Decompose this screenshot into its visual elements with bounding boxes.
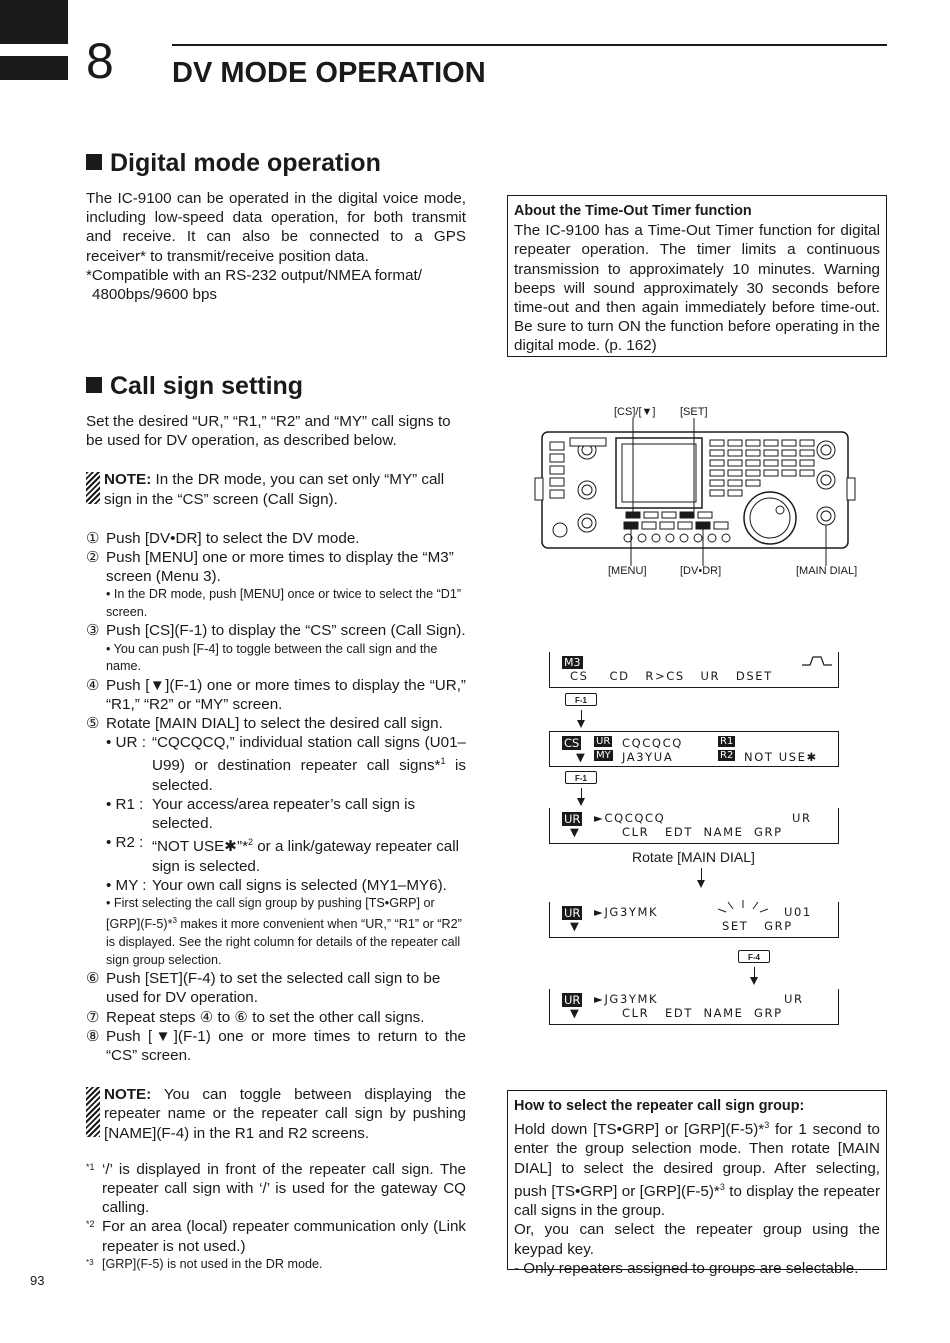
note-hatch-icon <box>86 1087 100 1137</box>
lcd-tag: M3 <box>564 656 581 669</box>
lcd-value: UR <box>784 992 804 1006</box>
group-box-text-2: Or, you can select the repeater group using the keypad key. <box>514 1221 880 1258</box>
down-arrow-icon <box>701 868 702 882</box>
lcd-value: NOT USE✱ <box>744 750 818 764</box>
step-text: Push [▼](F-1) one or more times to return to the “CS” screen. <box>106 1027 466 1064</box>
step-text: Repeat steps ④ to ⑥ to set the other call signs. <box>106 1008 425 1026</box>
footnote-mark: *1 <box>86 1161 95 1172</box>
section2-body <box>86 412 466 1273</box>
lcd-row: SET GRP <box>722 919 793 933</box>
lcd-tag: UR <box>564 993 581 1007</box>
lcd-screen-menu3 <box>549 652 839 688</box>
step-5-sup: 3 <box>172 916 177 926</box>
lcd-tag: UR <box>564 906 581 920</box>
my-label: • MY : <box>106 876 147 894</box>
label-cs-down: [CS]/[▼] <box>614 406 656 418</box>
timer-box-title: About the Time-Out Timer function <box>514 203 752 219</box>
footnote-3 <box>86 1256 466 1274</box>
lcd-value: ►JG3YMK <box>594 992 659 1006</box>
f1-key-icon: F-1 <box>565 771 597 784</box>
step-number: ① <box>86 529 100 547</box>
square-bullet-icon <box>86 377 102 393</box>
r2-text: “NOT USE✱”* <box>152 838 248 856</box>
section1-body <box>86 189 466 304</box>
lcd-value: U01 <box>784 905 812 919</box>
step-3-subnote: • You can push [F-4] to toggle between the call sign and the name. <box>106 641 438 674</box>
ur-sup: 1 <box>440 756 446 767</box>
lcd-row: CLR EDT NAME GRP <box>622 825 783 839</box>
f4-key-icon: F-4 <box>738 950 770 963</box>
note-dr-mode <box>86 470 466 508</box>
lcd-tag: CS <box>564 736 580 750</box>
footnote-2 <box>86 1217 466 1255</box>
lcd-tag: UR <box>596 736 611 747</box>
section-title-text: Digital mode operation <box>110 149 381 177</box>
lcd-screen-ur <box>549 808 839 844</box>
lcd-value: CQCQCQ <box>622 736 683 750</box>
step-text: Push [MENU] one or more times to display the “M3” screen (Menu 3). <box>106 549 454 586</box>
step-2-subnote: • In the DR mode, push [MENU] once or twice to select the “D1” screen. <box>106 587 462 619</box>
group-box-title: How to select the repeater call sign group: <box>514 1098 805 1114</box>
lcd-dset-icon <box>802 656 832 666</box>
lcd-row: CS CD R>CS UR DSET <box>570 669 773 683</box>
footnote-mark: *2 <box>86 1219 95 1230</box>
chapter-rule <box>172 44 887 46</box>
step-text: Rotate [MAIN DIAL] to select the desired call sign. <box>106 715 443 733</box>
step-5-subnote-a: • First selecting the call sign group by pushing [TS•GRP] or [GRP](F-5)* <box>106 895 435 932</box>
step-2 <box>86 548 466 586</box>
r2-sup: 2 <box>247 837 253 848</box>
label-main-dial: [MAIN DIAL] <box>796 565 858 577</box>
section1-footnote-a: *Compatible with an RS-232 output/NMEA format/ <box>86 266 422 284</box>
down-arrow-icon <box>581 788 582 800</box>
radio-front-panel-illustration <box>530 418 860 566</box>
step-text: Push [▼](F-1) one or more times to display the “UR,” “R1,” “R2” or “MY” screen. <box>106 676 466 713</box>
group-box-sup: 3 <box>719 1181 725 1192</box>
r2-end: or a link/gateway repeater call sign is selected. <box>152 838 459 875</box>
chapter-number: 8 <box>86 33 114 89</box>
section1-para: The IC-9100 can be operated in the digital voice mode, including low-speed data operation, for both transmit and receive. It can also be connected to a GPS receiver* to transmit/receive position data. <box>86 190 466 265</box>
lcd-value: ►JG3YMK <box>594 905 659 919</box>
lcd-tag: UR <box>564 812 581 826</box>
label-menu: [MENU] <box>608 565 647 577</box>
step-number: ⑥ <box>86 970 100 988</box>
lcd-down-glyph: ▼ <box>570 1006 581 1020</box>
step-5-subnote-b: makes it more convenient when “UR,” “R1” or “R2” is displayed. See the right column for details of the repeater call sign group selection. <box>106 917 462 967</box>
step-text: Push [CS](F-1) to display the “CS” screen (Call Sign). <box>106 622 466 640</box>
lcd-row: CLR EDT NAME GRP <box>622 1006 783 1020</box>
note-label: NOTE: <box>104 1086 152 1104</box>
lcd-screen-ur-select <box>549 902 839 938</box>
section-title-call-sign <box>86 371 303 401</box>
chapter-tab-bar <box>0 56 68 80</box>
section-title-digital-mode <box>86 148 381 178</box>
step-number: ⑤ <box>86 715 100 733</box>
step-6 <box>86 969 466 1007</box>
down-arrow-icon <box>581 710 582 722</box>
r2-label: • R2 : <box>106 834 144 852</box>
r1-text: Your access/area repeater’s call sign is selected. <box>152 795 416 833</box>
step-4 <box>86 676 466 714</box>
r2-desc <box>86 833 466 875</box>
lcd-tag: R1 <box>720 736 734 747</box>
lcd-down-glyph: ▼ <box>570 825 581 839</box>
section2-intro: Set the desired “UR,” “R1,” “R2” and “MY” call signs to be used for DV operation, as described below. <box>86 413 451 450</box>
footnote-text: ‘/’ is displayed in front of the repeater call sign. The repeater call sign with ‘/’ is used for the gateway CQ calling. <box>102 1160 466 1217</box>
lcd-down-glyph: ▼ <box>570 919 581 933</box>
footnote-1 <box>86 1160 466 1218</box>
note-text: In the DR mode, you can set only “MY” call sign in the “CS” screen (Call Sign). <box>104 471 445 508</box>
group-box-text-a: Hold down [TS•GRP] or [GRP](F-5)* <box>514 1121 765 1139</box>
step-text: Push [SET](F-4) to set the selected call sign to be used for DV operation. <box>106 970 441 1007</box>
step-3 <box>86 621 466 640</box>
footnote-text: For an area (local) repeater communication only (Link repeater is not used.) <box>102 1218 466 1255</box>
footnote-text: [GRP](F-5) is not used in the DR mode. <box>102 1256 323 1271</box>
step-number: ④ <box>86 676 100 694</box>
ur-label: • UR : <box>106 734 146 752</box>
step-7 <box>86 1008 466 1027</box>
my-text: Your own call signs is selected (MY1–MY6). <box>152 876 447 894</box>
down-arrow-icon <box>754 967 755 979</box>
step-5 <box>86 714 466 733</box>
lcd-value: ►CQCQCQ <box>594 811 666 825</box>
chapter-title: DV MODE OPERATION <box>172 57 486 89</box>
step-number: ③ <box>86 622 100 640</box>
label-set: [SET] <box>680 406 708 418</box>
lcd-tag: R2 <box>720 750 734 761</box>
repeater-group-info-box <box>507 1090 887 1277</box>
lcd-value: UR <box>792 811 812 825</box>
lcd-screen-cs <box>549 731 839 767</box>
timer-box-text: The IC-9100 has a Time-Out Timer function for digital repeater operation. The timer limits a continuous transmission to approximately 10 minutes. Warning beeps will sound approximately 30 seconds before time-out and then again immediately before time-out. Be sure to turn ON the function before operating in the digital mode. (p. 162) <box>514 222 880 355</box>
ur-end: is selected. <box>152 757 467 794</box>
lcd-tag: MY <box>596 750 611 761</box>
group-box-sup: 3 <box>764 1120 770 1131</box>
step-number: ⑦ <box>86 1008 100 1026</box>
step-text: Push [DV•DR] to select the DV mode. <box>106 529 360 547</box>
r1-desc <box>86 795 466 833</box>
label-dv-dr: [DV•DR] <box>680 565 722 577</box>
blink-rays-icon <box>718 900 768 914</box>
lcd-screen-ur-set <box>549 989 839 1025</box>
note-label: NOTE: <box>104 471 152 489</box>
r1-label: • R1 : <box>106 795 144 813</box>
group-box-text-c: to display the repeater call signs in the group. <box>514 1182 880 1220</box>
step-8 <box>86 1027 466 1065</box>
lcd-value: JA3YUA <box>622 750 674 764</box>
timer-info-box <box>507 195 887 357</box>
group-box-text-3: - Only repeaters assigned to groups are selectable. <box>514 1259 859 1277</box>
my-desc <box>86 876 466 895</box>
step-number: ⑧ <box>86 1027 100 1045</box>
f1-key-icon: F-1 <box>565 693 597 706</box>
step-1 <box>86 529 466 548</box>
note-name-toggle <box>86 1085 466 1143</box>
chapter-tab-block <box>0 0 68 44</box>
rotate-main-dial-label: Rotate [MAIN DIAL] <box>632 849 755 865</box>
page-number: 93 <box>30 1273 45 1288</box>
section-title-text: Call sign setting <box>110 372 304 400</box>
ur-desc <box>86 733 466 795</box>
square-bullet-icon <box>86 154 102 170</box>
ur-text: “CQCQCQ,” individual station call signs (U01–U99) or destination repeater call signs* <box>152 734 466 775</box>
lcd-down-glyph: ▼ <box>576 750 587 764</box>
footnote-mark: *3 <box>86 1257 94 1267</box>
note-hatch-icon <box>86 472 100 504</box>
note-text: You can toggle between displaying the repeater name or the repeater call sign by pushing [NAME](F-4) in the R1 and R2 screens. <box>104 1086 466 1142</box>
section1-footnote-b: 4800bps/9600 bps <box>92 286 217 304</box>
group-box-text-b: for 1 second to enter the group selection mode. Then rotate [MAIN DIAL] to select the desired group. After selecting, push [TS•GRP] or [GRP](F-5)* <box>514 1121 880 1200</box>
step-number: ② <box>86 549 100 567</box>
